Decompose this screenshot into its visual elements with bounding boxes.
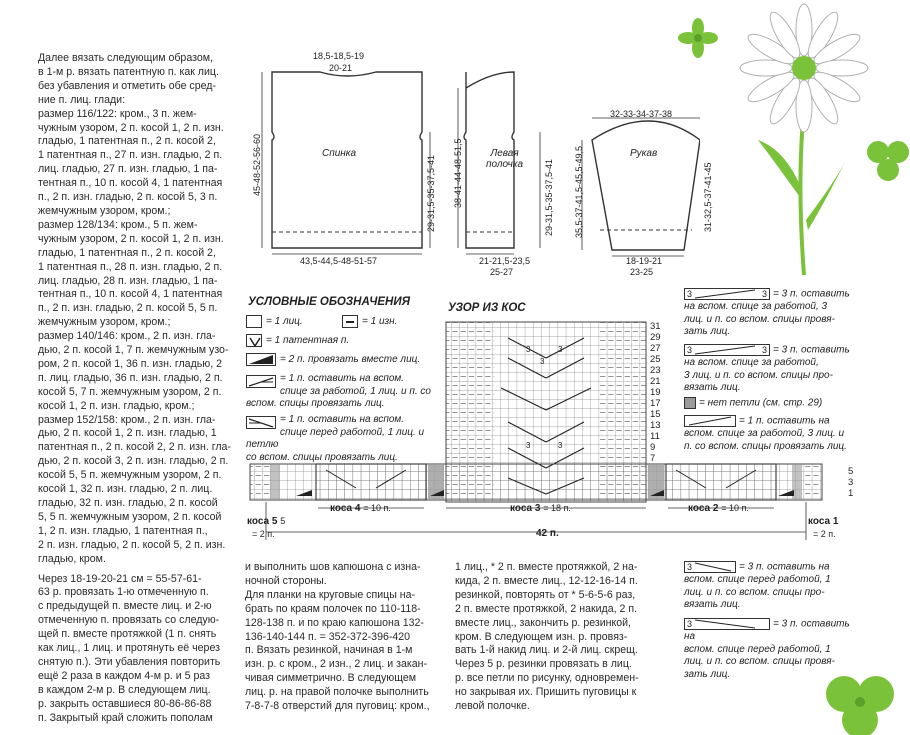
kosa-4-sub: = 10 п.: [363, 503, 391, 513]
sleeve-label: Рукав: [630, 148, 658, 159]
legend-cable-back-text: = 1 п. оставить на вспом. спице за работой, 1 лиц. и п. со вспом. спицы провязать лиц.: [246, 373, 431, 409]
legend-purl-text: = 1 изн.: [362, 316, 398, 328]
item6-text: = 3 п. оставить на вспом. спице перед работой, 1 лиц. и п. со вспом. спицы провя- зать лиц.: [684, 618, 850, 680]
leaf-icon: [758, 140, 802, 200]
total-stitches: 42 п.: [536, 528, 559, 539]
item2-num-left: 3: [687, 345, 693, 355]
kosa-1-label: коса 1: [808, 516, 839, 527]
item2-text: = 3 п. оставить на вспом. спице за работой, 3 лиц. и п. со вспом. спицы про- вязать лиц.: [684, 344, 850, 394]
small-flower-icon: [678, 18, 718, 58]
kosa-5-label: коса 5 5: [247, 516, 286, 527]
clover-bottom-icon: [826, 676, 894, 735]
kosa-4-text: коса 4: [330, 503, 361, 514]
row-num-9: 9: [650, 442, 656, 453]
no-stitch-symbol: [684, 397, 696, 409]
sleeve-bottom-top: 18-19-21: [626, 256, 663, 266]
row-num-7: 7: [650, 453, 656, 464]
row-num-17: 17: [650, 398, 661, 409]
instructions-text-2: и выполнить шов капюшона с изна- ночной стороны. Для планки на круговые спицы на- брать по краям полочек по 110-118- 128-138 п. и по краю капюшона 132- 136-140-144 п. = 352-372-396-420 п. Вязать резинкой, начиная в 1-м изн. р. с кром., 2 изн., 2 лиц. и закан- чивая симметрично. В следующем лиц. р. на правой полочке выполнить 7-8-7-8 отверстий для пуговиц: кром.,: [245, 561, 430, 713]
cable-num-4: 3: [526, 441, 531, 450]
item5-text: = 3 п. оставить на вспом. спице перед работой, 1 лиц. и п. со вспом. спицы про- вязать лиц.: [684, 561, 831, 611]
kosa-1-sub: = 2 п.: [813, 529, 836, 539]
legend-right-1: [684, 288, 859, 339]
cable-3-front-symbol: [684, 561, 736, 573]
legend-cable-front-text: = 1 п. оставить на вспом. спице перед работой, 1 лиц. и петлю со вспом. спицы провязать лиц.: [246, 414, 425, 463]
item1-num-left: 3: [687, 289, 693, 299]
cable-3-back2-symbol: 3 3: [684, 344, 770, 356]
row-num-15: 15: [650, 409, 661, 420]
row-num-5: 5: [848, 466, 854, 477]
kosa-2-text: коса 2: [688, 503, 719, 514]
legend-knit-text: = 1 лиц.: [266, 316, 303, 328]
legend-right-3: [684, 397, 859, 410]
legend-k2tog-text: = 2 п. провязать вместе лиц.: [280, 354, 421, 366]
legend-title: УСЛОВНЫЕ ОБОЗНАЧЕНИЯ: [248, 296, 410, 308]
kosa-2-sub: = 10 п.: [721, 503, 749, 513]
front-width-top: 21-21,5-23,5: [479, 256, 531, 266]
instructions-column-1: [38, 52, 234, 726]
legend-right-2: [684, 344, 859, 395]
cable-3-front2-symbol: [684, 618, 770, 630]
row-num-11: 11: [650, 431, 660, 442]
kosa-3-label: [510, 503, 571, 514]
cable-num-3: 3: [540, 357, 545, 366]
legend-right-5: [684, 561, 859, 612]
clover-bottom-illustration: [800, 660, 910, 735]
kosa-5-text: коса 5: [247, 516, 278, 527]
instructions-column-3: [455, 561, 655, 714]
daisy-icon: [740, 4, 868, 132]
front-left-height: 38-41-44-48-51,5: [453, 138, 463, 208]
chart-title: УЗОР ИЗ КОС: [448, 302, 526, 314]
row-num-1: 1: [848, 488, 854, 499]
row-num-31: 31: [650, 321, 661, 332]
back-neck-bottom: 20-21: [329, 63, 353, 73]
sleeve-bottom-bottom: 23-25: [630, 267, 654, 277]
item1-text: = 3 п. оставить на вспом. спице за работой, 3 лиц. и п. со вспом. спицы провя- зать лиц.: [684, 288, 850, 338]
row-num-13: 13: [650, 420, 661, 431]
item3-text: = нет петли (см. стр. 29): [699, 397, 823, 409]
daisy-illustration: [676, 0, 910, 280]
row-num-19: 19: [650, 387, 661, 398]
front-right-height: 29-31,5-35-37,5-41: [544, 158, 554, 236]
sleeve-top: 32-33-34-37-38: [610, 109, 673, 119]
row-num-25: 25: [650, 354, 661, 365]
front-width-bottom: 25-27: [490, 267, 514, 277]
cable-3-back-symbol: 3 3: [684, 288, 770, 300]
cable-num-1: 3: [526, 345, 531, 354]
back-neck-top: 18,5-18,5-19: [313, 51, 365, 61]
kosa-4-label: [330, 503, 391, 514]
legend-patent-text: = 1 патентная п.: [266, 335, 350, 347]
back-right-height: 29-31,5-35-37,5-41: [426, 154, 436, 232]
kosa-2-label: [688, 503, 749, 514]
kosa-3-sub: = 18 п.: [543, 503, 571, 513]
cable-num-5: 3: [558, 441, 563, 450]
cable-num-2: 3: [558, 345, 563, 354]
legend-right-4: [684, 415, 859, 453]
sleeve-left-height: 35,5-37-41,5-45,5-49,5: [574, 145, 584, 238]
row-num-29: 29: [650, 332, 661, 343]
item4-text: = 1 п. оставить на вспом. спице за работой, 3 лиц. и п. со вспом. спицы провязать лиц.: [684, 415, 847, 452]
sleeve-right-height: 31-32,5-37-41-45: [703, 162, 713, 232]
row-num-3: 3: [848, 477, 854, 488]
back-left-height: 45-48-52-56-60: [252, 133, 262, 196]
instructions-text-1: Далее вязать следующим образом, в 1-м р. вязать патентную п. как лиц. без убавления и отметить обе сред- ние п. лиц. глади: размер 116/122: кром., 3 п. жем- чужным узором, 2 п. косой 1, 2 п. изн. гладью, 1 патентная п., 2 п. косой 2, 1 патентная п., 27 п. изн. гладью, 2 п. лиц. гладью, 27 п. изн. гладью, 1 па- тентная п., 10 п. косой 4, 1 патентная п., 2 п. изн. гладью, 2 п. косой 5, 3 п. жемчужным узором, кром.; размер 128/134: кром., 5 п. жем- чужным узором, 2 п. косой 1, 2 п. изн. гладью, 1 патентная п., 2 п. косой 2, 1 патентная п., 28 п. изн. гладью, 2 п. лиц. гладью, 28 п. изн. гладью, 1 па- тентная п., 10 п. косой 4, 1 патентная п., 2 п. изн. гладью, 2 п. косой 5, 5 п. жемчужным узором, кром.; размер 140/146: кром., 2 п. изн. гла- дью, 2 п. косой 1, 7 п. жемчужным узо- ром, 2 п. косой 1, 36 п. изн. гладью, 2 п. лиц. гладью, 36 п. изн. гладью, 2 п. косой 5, 7 п. жемчужным узором, 2 п. косой 1, 2 п. изн. гладью, кром.; размер 152/158: кром., 2 п. изн. гла- дью, 2 п. косой 1, 2 п. изн. гладью, 1 патентная п., 2 п. косой 2, 2 п. изн. гла- дью, 2 п. косой 3, 2 п. изн. гладью, 2 п. косой 5, 5 п. жемчужным узором, 2 п. косой 1, 32 п. изн. гладью, 2 п. лиц. гладью, 32 п. изн. гладью, 2 п. косой 5, 5 п. жемчужным узором, 2 п. косой 1, 2 п. изн. гладью, 1 патентная п., 2 п. изн. гладью, 2 п. косой 5, 2 п. изн. гладью, кром.: [38, 52, 231, 565]
back-outline: [272, 72, 422, 248]
kosa-5-sub: = 2 п.: [252, 529, 275, 539]
row-num-21: 21: [650, 376, 661, 387]
instructions-text-1b: Через 18-19-20-21 см = 55-57-61- 63 р. провязать 1-ю отмеченную п. с предыдущей п. вместе лиц. и 2-ю отмеченную п. провязать со следую- щей п. вместе протяжкой (1 п. снять как лиц., 1 лиц. и протянуть её через снятую п.). Эти убавления повторить ещё 2 раза в каждом 4-м р. и 5 раз в каждом 2-м р. В следующем лиц. р. закрыть оставшиеся 80-86-86-88 п. Закрытый край сложить пополам: [38, 572, 221, 724]
clover-icon: [867, 141, 909, 181]
item6-num: 3: [687, 619, 693, 629]
row-num-27: 27: [650, 343, 661, 354]
pattern-schematics: [240, 40, 700, 280]
item5-num: 3: [687, 562, 693, 572]
instructions-text-3: 1 лиц., * 2 п. вместе протяжкой, 2 на- кида, 2 п. вместе лиц., 12-12-16-14 п. резинкой, повторять от * 5-6-5-6 раз, 2 п. вместе протяжкой, 2 накида, 2 п. вместе лиц., закончить р. резинкой, кром. В следующем изн. р. провяз- вать 1-й накид лиц. и 2-й лиц. скрещ. Через 5 р. резинки провязать в лиц. р. все петли по рисунку, одновремен- но закрывая их. Пришить пуговицы к левой полочке.: [455, 561, 639, 713]
front-label: Левая полочка: [486, 148, 524, 170]
kosa-3-text: коса 3: [510, 503, 541, 514]
back-width: 43,5-44,5-48-51-57: [300, 256, 378, 266]
back-label: Спинка: [322, 148, 357, 159]
row-num-23: 23: [650, 365, 661, 376]
cable-1-3-symbol: [684, 415, 736, 427]
instructions-column-2: [245, 561, 445, 714]
